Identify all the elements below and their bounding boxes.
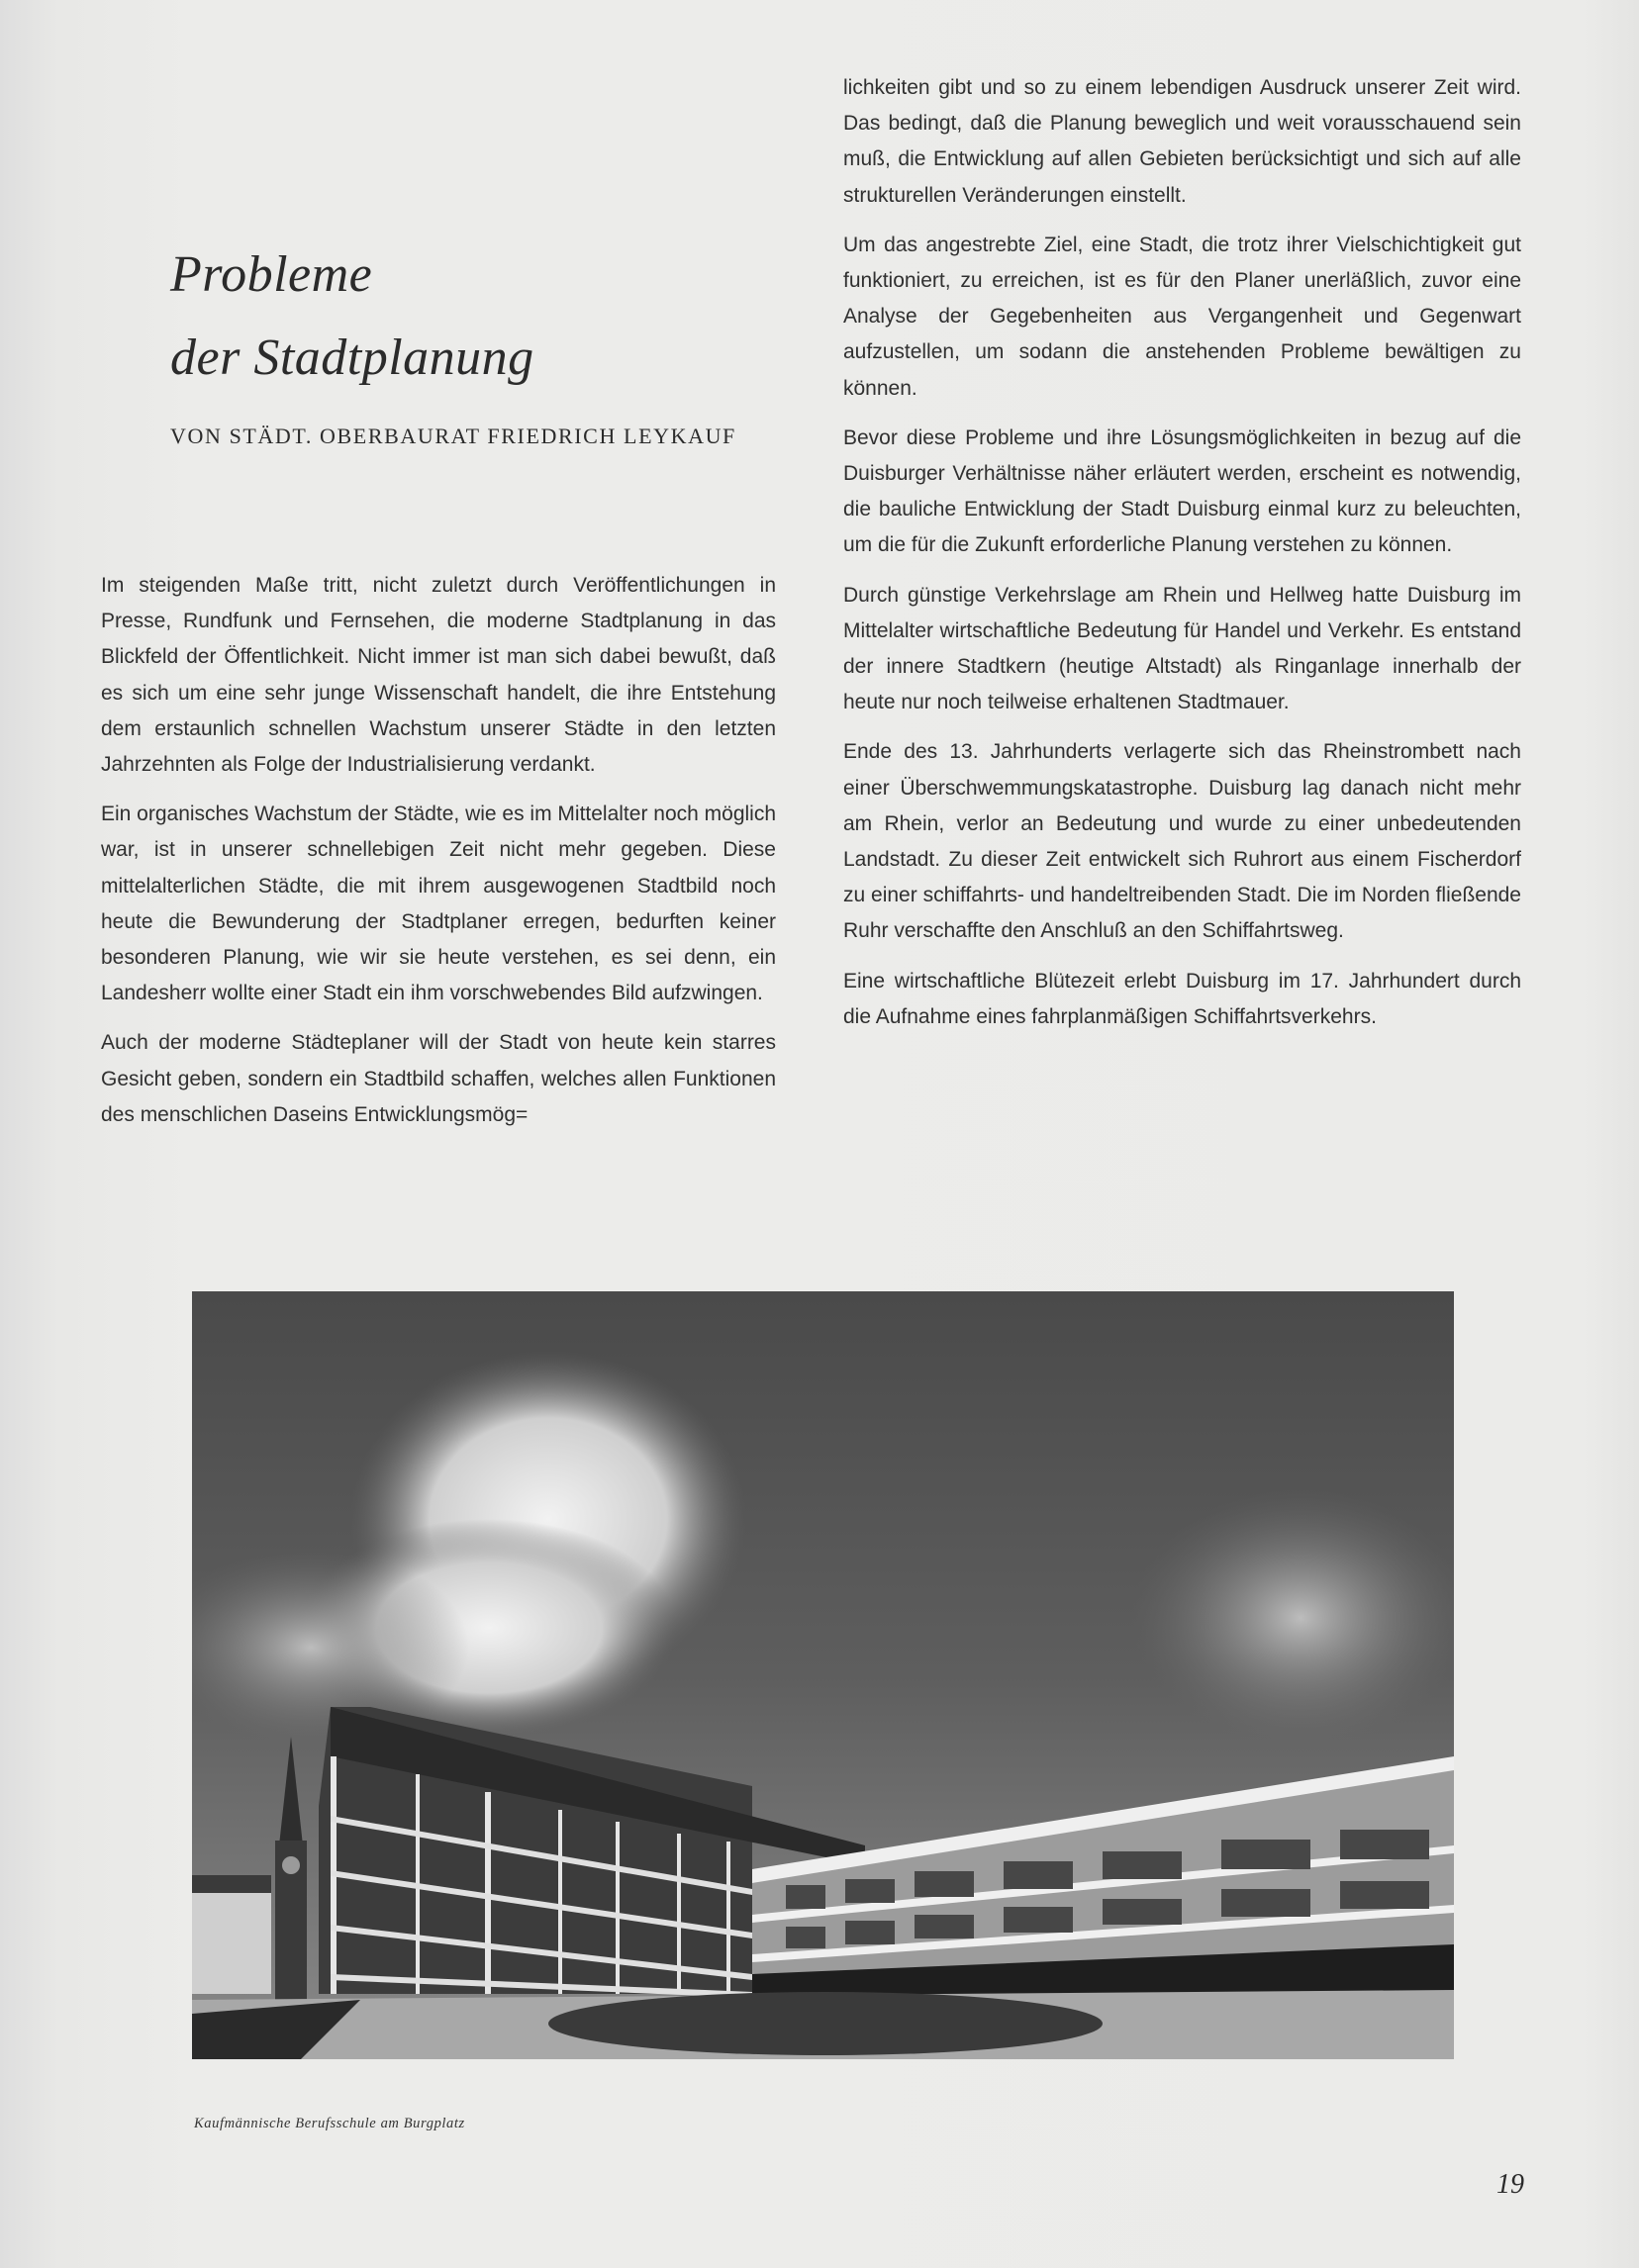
left-text-column xyxy=(101,568,776,1147)
article-title xyxy=(170,234,534,400)
paragraph: Auch der moderne Städteplaner will der Stadt von heute kein starres Gesicht geben, sondern ein Stadtbild schaffen, welches allen Funktionen des menschlichen Daseins Entwicklungsmög= xyxy=(101,1031,776,1126)
page-number: 19 xyxy=(1496,2169,1524,2200)
title-line-2: der Stadtplanung xyxy=(170,330,534,386)
paragraph: Eine wirtschaftliche Blütezeit erlebt Duisburg im 17. Jahrhundert durch die Aufnahme eines fahrplanmäßigen Schiffahrtsverkehrs. xyxy=(843,969,1521,1028)
paragraph: Um das angestrebte Ziel, eine Stadt, die trotz ihrer Vielschichtigkeit gut funktioniert, zu erreichen, ist es für den Planer unerläßlich, zuvor eine Analyse der Gegebenheiten aus Vergangenheit und Gegenwart aufzustellen, um sodann die anstehenden Probleme bewältigen zu können. xyxy=(843,233,1521,400)
title-line-1: Probleme xyxy=(170,246,373,303)
building-photo-illustration xyxy=(192,1291,1454,2059)
paragraph: lichkeiten gibt und so zu einem lebendigen Ausdruck unserer Zeit wird. Das bedingt, daß die Planung beweglich und weit vorausschauend sein muß, die Entwicklung auf allen Gebieten berücksichtigt und sich auf alle strukturellen Veränderungen einstellt. xyxy=(843,76,1521,207)
author-byline: VON STÄDT. OBERBAURAT FRIEDRICH LEYKAUF xyxy=(170,424,736,448)
paragraph: Im steigenden Maße tritt, nicht zuletzt durch Veröffentlichungen in Presse, Rundfunk und Fernsehen, die moderne Stadtplanung in das Blickfeld der Öffentlichkeit. Nicht immer ist man sich dabei bewußt, daß es sich um eine sehr junge Wissenschaft handelt, die ihre Entstehung dem erstaunlich schnellen Wachstum unserer Städte in den letzten Jahrzehnten als Folge der Industrialisierung verdankt. xyxy=(101,574,776,777)
paragraph: Ein organisches Wachstum der Städte, wie es im Mittelalter noch möglich war, ist in unserer schnellebigen Zeit nicht mehr gegeben. Diese mittelalterlichen Städte, die mit ihrem ausgewogenen Stadtbild noch heute die Bewunderung der Stadtplaner erregen, bedurften keiner besonderen Planung, wie wir sie heute verstehen, es sei denn, ein Landesherr wollte einer Stadt ein ihm vorschwebendes Bild aufzwingen. xyxy=(101,803,777,1005)
building-photograph xyxy=(192,1291,1454,2059)
photo-caption: Kaufmännische Berufsschule am Burgplatz xyxy=(194,2116,465,2131)
paragraph: Ende des 13. Jahrhunderts verlagerte sich das Rheinstrombett nach einer Überschwemmungskatastrophe. Duisburg lag danach nicht mehr am Rhein, verlor an Bedeutung und wurde zu einer unbedeutenden Landstadt. Zu dieser Zeit entwickelt sich Ruhrort aus einem Fischerdorf zu einer schiffahrts- und handeltreibenden Stadt. Die im Norden fließende Ruhr verschaffte den Anschluß an den Schiffahrtsweg. xyxy=(843,740,1521,943)
paragraph: Bevor diese Probleme und ihre Lösungsmöglichkeiten in bezug auf die Duisburger Verhältnisse näher erläutert werden, erscheint es notwendig, die bauliche Entwicklung der Stadt Duisburg einmal kurz zu beleuchten, um die für die Zukunft erforderliche Planung verstehen zu können. xyxy=(843,425,1521,557)
right-text-column xyxy=(843,70,1521,1049)
paragraph: Durch günstige Verkehrslage am Rhein und Hellweg hatte Duisburg im Mittelalter wirtschaftliche Bedeutung für Handel und Verkehr. Es entstand der innere Stadtkern (heutige Altstadt) als Ringanlage innerhalb der heute nur noch teilweise erhaltenen Stadtmauer. xyxy=(843,583,1521,714)
